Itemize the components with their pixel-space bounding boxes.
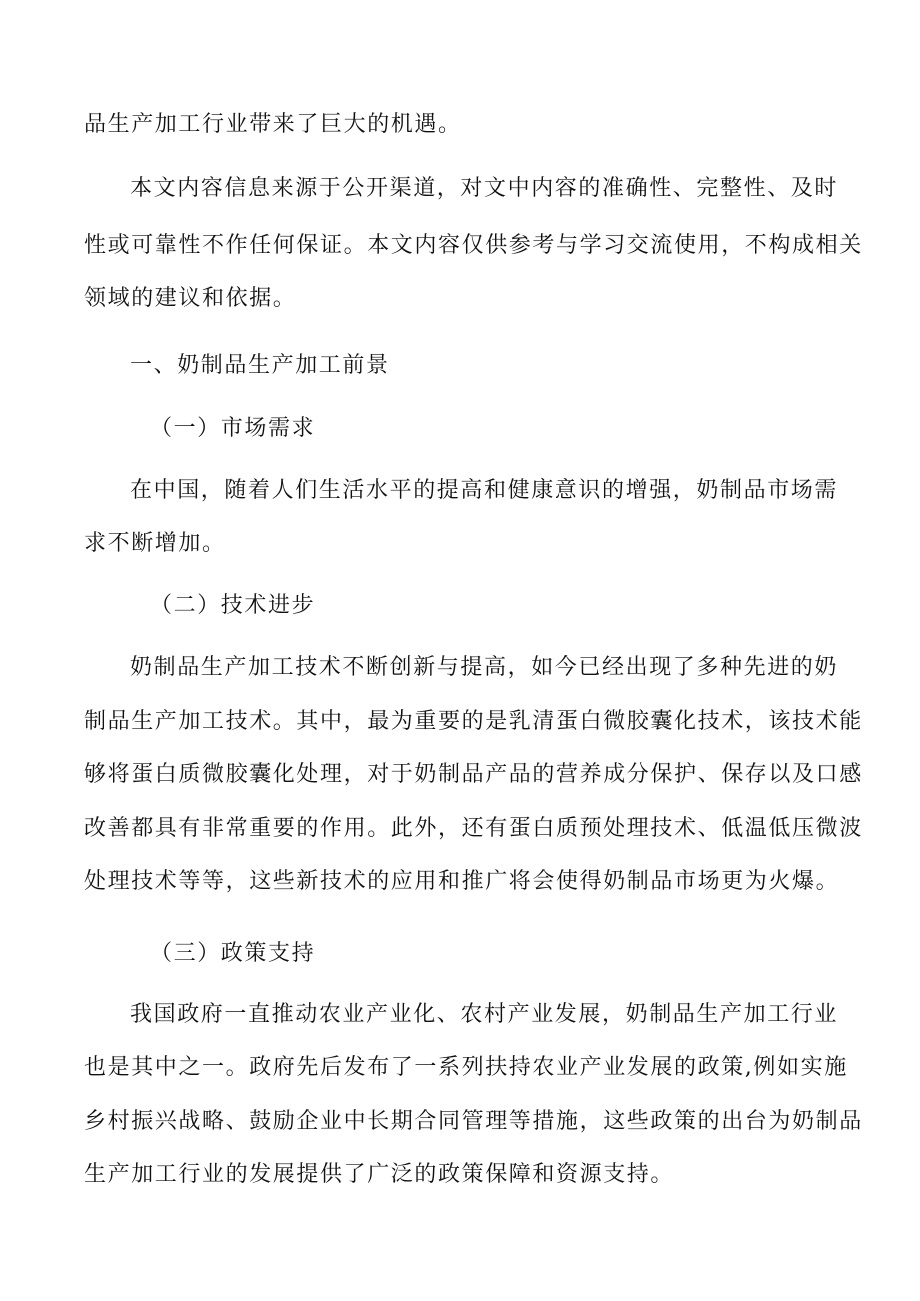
text-line: 改善都具有非常重要的作用。此外，还有蛋白质预处理技术、低温低压微波 (84, 816, 863, 841)
subsection-heading: （三）政策支持 (150, 941, 316, 966)
text-line: 够将蛋白质微胶囊化处理，对于奶制品产品的营养成分保护、保存以及口感 (84, 762, 863, 787)
text-line: 领域的建议和依据。 (84, 286, 297, 311)
text-line: 制品生产加工技术。其中，最为重要的是乳清蛋白微胶囊化技术，该技术能 (84, 709, 863, 734)
text-line: 奶制品生产加工技术不断创新与提高，如今已经出现了多种先进的奶 (130, 655, 839, 680)
text-line: 也是其中之一。政府先后发布了一系列扶持农业产业发展的政策,例如实施 (84, 1055, 848, 1080)
subsection-heading: （二）技术进步 (150, 593, 316, 618)
text-line: 在中国，随着人们生活水平的提高和健康意识的增强，奶制品市场需 (130, 478, 839, 503)
subsection-heading: （一）市场需求 (150, 416, 316, 441)
text-line: 我国政府一直推动农业产业化、农村产业发展，奶制品生产加工行业 (130, 1002, 839, 1027)
text-line: 生产加工行业的发展提供了广泛的政策保障和资源支持。 (84, 1162, 675, 1187)
text-line: 本文内容信息来源于公开渠道，对文中内容的准确性、完整性、及时 (130, 176, 839, 201)
section-heading: 一、奶制品生产加工前景 (130, 353, 390, 378)
text-line: 品生产加工行业带来了巨大的机遇。 (84, 112, 462, 137)
text-line: 性或可靠性不作任何保证。本文内容仅供参考与学习交流使用，不构成相关 (84, 233, 863, 258)
text-line: 处理技术等等，这些新技术的应用和推广将会使得奶制品市场更为火爆。 (84, 869, 840, 894)
text-line: 求不断增加。 (84, 531, 226, 556)
text-line: 乡村振兴战略、鼓励企业中长期合同管理等措施，这些政策的出台为奶制品 (84, 1109, 863, 1134)
